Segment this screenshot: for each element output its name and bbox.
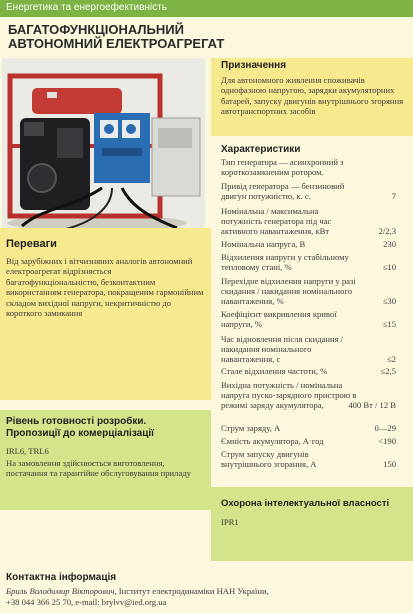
ip-heading: Охорона інтелектуальної власності [221, 498, 390, 509]
generator-illustration [2, 58, 205, 233]
title-line-1: БАГАТОФУНКЦІОНАЛЬНИЙ [8, 22, 184, 37]
characteristic-label: Ємність акумулятора, А·год [221, 436, 324, 446]
characteristic-row [221, 449, 408, 469]
characteristic-row [221, 423, 408, 433]
advantages-heading: Переваги [6, 238, 57, 250]
characteristic-value: <190 [378, 436, 396, 446]
readiness-panel [0, 410, 211, 510]
characteristic-label: Привід генератора — бензиновий двигун потужністю, к. с. [221, 181, 345, 202]
readiness-heading [6, 416, 154, 440]
readiness-text: На замовлення здійснюється виготовлення, постачання та гарантійне обслуговування приладу [6, 458, 191, 479]
characteristic-label: Час відновлення після скидання / накидання номінального навантаження, с [221, 334, 344, 365]
readiness-level: IRL6, TRL6 [6, 446, 49, 456]
characteristic-row [221, 239, 408, 249]
characteristic-value: 150 [383, 459, 396, 470]
characteristic-value: ≤30 [382, 296, 396, 307]
characteristic-value: ≤2 [386, 354, 396, 365]
purpose-panel [211, 58, 413, 136]
characteristic-row [221, 181, 408, 201]
characteristic-row [221, 309, 408, 329]
page-title [8, 23, 338, 51]
characteristic-row [221, 436, 408, 446]
characteristic-row [221, 380, 408, 411]
characteristic-label: Стале відхилення частоти, % [221, 366, 328, 376]
ip-value: IPR1 [221, 517, 239, 527]
contact-line-1 [6, 586, 269, 596]
contact-phone-email[interactable]: +38 044 366 25 70, e-mail: brylvv@ied.org.ua [6, 597, 167, 607]
characteristic-value: 400 Вт / 12 В [348, 400, 396, 411]
title-line-2: АВТОНОМНИЙ ЕЛЕКТРОАГРЕГАТ [8, 36, 225, 51]
contact-section [0, 568, 413, 613]
characteristic-label: Струм заряду, А [221, 423, 281, 433]
advantages-panel [0, 228, 211, 400]
characteristic-value: ≤2,5 [380, 366, 396, 376]
characteristic-label: Відхилення напруги у стабільному тепловому стані, % [221, 252, 349, 273]
characteristic-row [221, 252, 408, 272]
characteristic-label: Струм запуску двигунів внутрішнього згорання, А [221, 449, 317, 470]
characteristic-label: Номінальна напруга, В [221, 239, 306, 249]
characteristic-value: ≤15 [382, 319, 396, 330]
category-label: Енергетика та енергоефективність [6, 2, 167, 13]
advantages-text: Від зарубіжних і вітчизняних аналогів автономний електроагрегат відрізняється багатофункціональністю, безконтактним використанням генератора, покращеним гармонійним складом вихідної напруги, некритичністю до короткого замикання [6, 256, 204, 319]
ip-panel [211, 487, 413, 561]
purpose-heading: Призначення [221, 60, 287, 71]
category-bar [0, 0, 413, 17]
readiness-heading-line-1: Рівень готовності розробки. [6, 416, 147, 427]
characteristic-row [221, 157, 408, 177]
contact-org: , Інститут електродинаміки НАН України, [114, 586, 269, 596]
characteristic-label: Номінальна / максимальна потужність генератора під час активного навантаження, кВт [221, 206, 332, 237]
characteristics-heading: Характеристики [221, 144, 301, 155]
characteristic-row [221, 366, 408, 376]
characteristic-row [221, 276, 408, 307]
purpose-text: Для автономного живлення споживачів однофазною напругою, зарядки акумуляторних батарей, запуску двигунів внутрішнього згоряння автотранспортних засобів [221, 75, 404, 117]
characteristic-value: 7 [391, 191, 396, 202]
characteristic-label: Тип генератора — асинхронний з короткозамкненим ротором. [221, 157, 344, 178]
characteristic-value: 2/2,3 [378, 226, 396, 237]
readiness-heading-line-2: Пропозиції до комерціалізації [6, 428, 154, 439]
characteristic-label: Вихідна потужність / номінальна напруга пуско-зарядного пристрою в режимі заряду акумулятора, [221, 380, 357, 411]
characteristic-row [221, 206, 408, 237]
characteristic-row [221, 334, 408, 365]
contact-heading: Контактна інформація [6, 572, 117, 583]
characteristic-label: Коефіцієнт викривлення кривої напруги, % [221, 309, 337, 330]
characteristic-value: 0—29 [374, 423, 396, 433]
characteristic-value: ≤10 [382, 262, 396, 273]
characteristic-label: Перехідне відхилення напруги у разі скидання / накидання номінального навантаження, % [221, 276, 356, 307]
contact-person: Бриль Володимир Вікторович [6, 586, 115, 596]
generator-photo [2, 58, 205, 233]
characteristic-value: 230 [383, 239, 396, 249]
